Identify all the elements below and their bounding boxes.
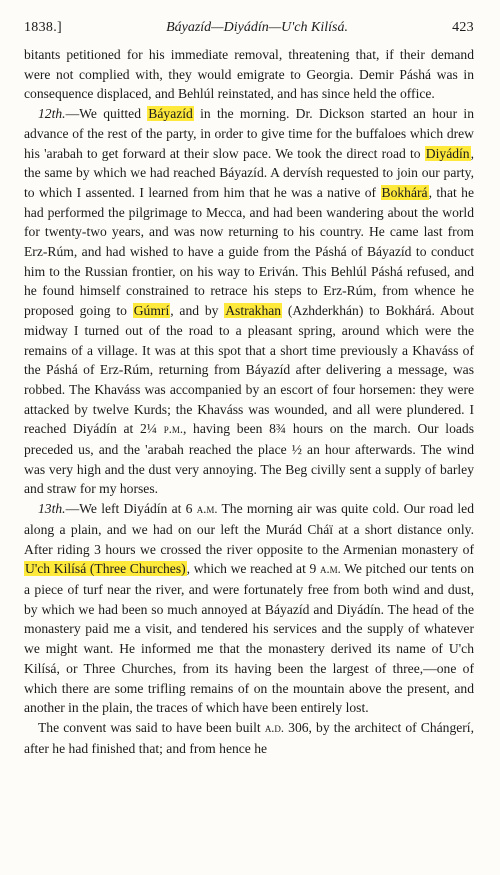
small-caps-abbrev: a.m. [319, 562, 341, 577]
text-run: bitants petitioned for his immediate removal, threatening that, if their demand were not complied with, they would emigrate to Georgia. Demir Páshá was in consequence displaced, and Behlúl reinstated, and has since held the office. [24, 47, 474, 102]
small-caps-abbrev: p.m. [163, 422, 183, 437]
highlighted-place-name: Astrakhan [225, 303, 282, 319]
paragraph [24, 499, 474, 718]
entry-date: 12th. [38, 106, 66, 122]
text-run: , which we reached at 9 [186, 561, 320, 577]
text-run: —We quitted [65, 106, 148, 122]
text-run: (Azhderkhán) to Bokhárá. About midway I turned out of the road to a pleasant spring, around which were the remains of a village. It was at this spot that a short time previously a Khaváss of the Páshá of Erz-Rúm, returning from Báyazíd after delivering a message, was robbed. The Khaváss was accompanied by an escort of four horsemen: they were attacked by twelve Kurds; the Khaváss was wounded, and all were plundered. I reached Diyádín at 2¼ [24, 303, 474, 437]
running-header [24, 20, 474, 42]
text-run: in the morning. Dr. Dickson started an hour in advance of the rest of the party, in order to give time for the buffaloes which drew his 'arabah to get forward at their slow pace. We took the direct road to [24, 106, 474, 161]
text-run: , the same by which we had reached Báyazíd. A dervísh requested to join our party, to which I assented. I learned from him that he was a native of [24, 145, 474, 200]
paragraph [24, 104, 474, 499]
text-run: , and by [170, 303, 225, 319]
highlighted-place-name: Gúmrí [133, 303, 170, 319]
paragraph [24, 718, 474, 758]
small-caps-abbrev: a.m. [196, 502, 218, 517]
small-caps-abbrev: a.d. [264, 720, 285, 735]
text-run: The morning air was quite cold. Our road led along a plain, and we had on our left the Murád Cháï at a short distance only. After riding 3 hours we crossed the river opposite to the Armenian monastery of [24, 501, 474, 557]
text-run: , that he had performed the pilgrimage to Mecca, and had been wandering about the world for twenty-two years, and was now returning to his country. He came last from Erz-Rúm, and had wished to have a guide from the Páshá of Báyazíd to conduct him to the Russian frontier, on his way to Eriván. This Behlúl Páshá refused, and he found himself constrained to retrace his steps to Erz-Rúm, from whence he proposed going to [24, 184, 474, 319]
text-run: 306, by the architect of Chángerí, after he had finished that; and from hence he [24, 719, 474, 756]
text-run: , having been 8¾ hours on the march. Our loads preceded us, and the 'arabah reached the place ½ an hour afterwards. The wind was very high and the dust very annoying. The Beg civilly sent a supply of barley and straw for my horses. [24, 421, 474, 497]
body-text [24, 45, 474, 758]
text-run: The convent was said to have been built [38, 719, 265, 735]
highlighted-place-name: Diyádín [425, 145, 470, 161]
paragraph [24, 45, 474, 104]
page-number: 423 [452, 20, 474, 35]
highlighted-place-name: U'ch Kilísá (Three Churches) [25, 561, 186, 577]
header-year: 1838.] [24, 20, 62, 35]
text-run: We pitched our tents on a piece of turf near the river, and were fortunately free from both wind and dust, by which we had been so much annoyed at Báyazíd and Diyádín. The head of the monastery paid me a visit, and tendered his services and the supply of whatever we might want. He informed me that the monastery derived its name of U'ch Kilísá, or Three Churches, from its having been the largest of three,—one of which there are some trifling remains of on the mountain above the present, and another in the plain, the traces of which have been entirely lost. [24, 561, 474, 716]
header-title: Báyazíd—Diyádín—U'ch Kilísá. [166, 20, 348, 35]
text-run: —We left Diyádín at 6 [65, 501, 197, 517]
highlighted-place-name: Báyazíd [148, 106, 193, 122]
entry-date: 13th. [38, 501, 66, 517]
highlighted-place-name: Bokhárá [381, 184, 428, 200]
